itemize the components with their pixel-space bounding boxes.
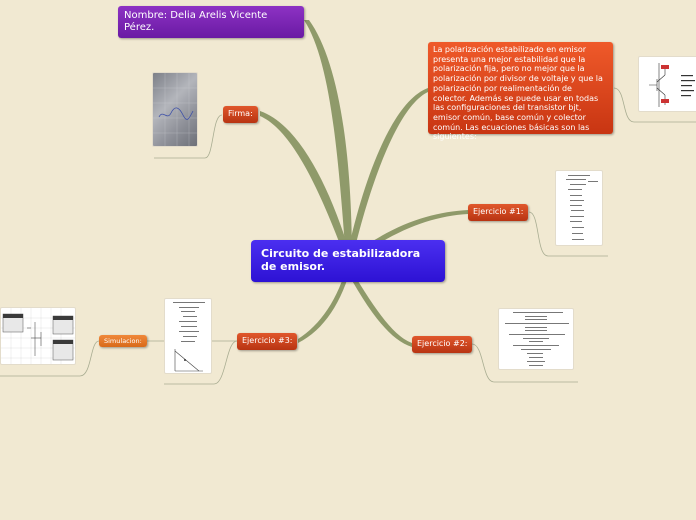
central-topic[interactable]: Circuito de estabilizadora de emisor. bbox=[251, 240, 445, 282]
description-node[interactable]: La polarización estabilizado en emisor presenta una mejor estabilidad que la polarización fija, pero no mejor que la polarización por divisor de voltaje y que la polarización por realimentación de colector. Además se puede usar en todas las configuraciones del transistor bjt, emisor común, base común y colector común. Las ecuaciones básicas son las siguientes: bbox=[428, 42, 613, 134]
handwritten-graph-icon bbox=[165, 299, 212, 374]
handwritten-page-icon bbox=[499, 309, 574, 370]
author-node[interactable]: Nombre: Delia Arelis Vicente Pérez. bbox=[118, 6, 304, 38]
topic-ejercicio-1[interactable]: Ejercicio #1: bbox=[468, 204, 528, 221]
topic-firma[interactable]: Firma: bbox=[223, 106, 258, 123]
signature-photo[interactable] bbox=[152, 72, 198, 147]
circuit-image[interactable] bbox=[638, 56, 696, 112]
topic-ejercicio-3[interactable]: Ejercicio #3: bbox=[237, 333, 297, 350]
circuit-diagram-icon bbox=[639, 57, 696, 112]
ejercicio-3-document[interactable] bbox=[164, 298, 212, 374]
ejercicio-1-document[interactable] bbox=[555, 170, 603, 246]
simulation-image[interactable] bbox=[0, 307, 76, 365]
simulation-screenshot-icon bbox=[1, 308, 76, 365]
topic-simulacion[interactable]: Simulacion: bbox=[99, 335, 147, 347]
topic-ejercicio-2[interactable]: Ejercicio #2: bbox=[412, 336, 472, 353]
ejercicio-2-document[interactable] bbox=[498, 308, 574, 370]
signature-scribble-icon bbox=[153, 73, 198, 147]
branch-author bbox=[304, 20, 352, 260]
handwritten-page-icon bbox=[556, 171, 603, 246]
